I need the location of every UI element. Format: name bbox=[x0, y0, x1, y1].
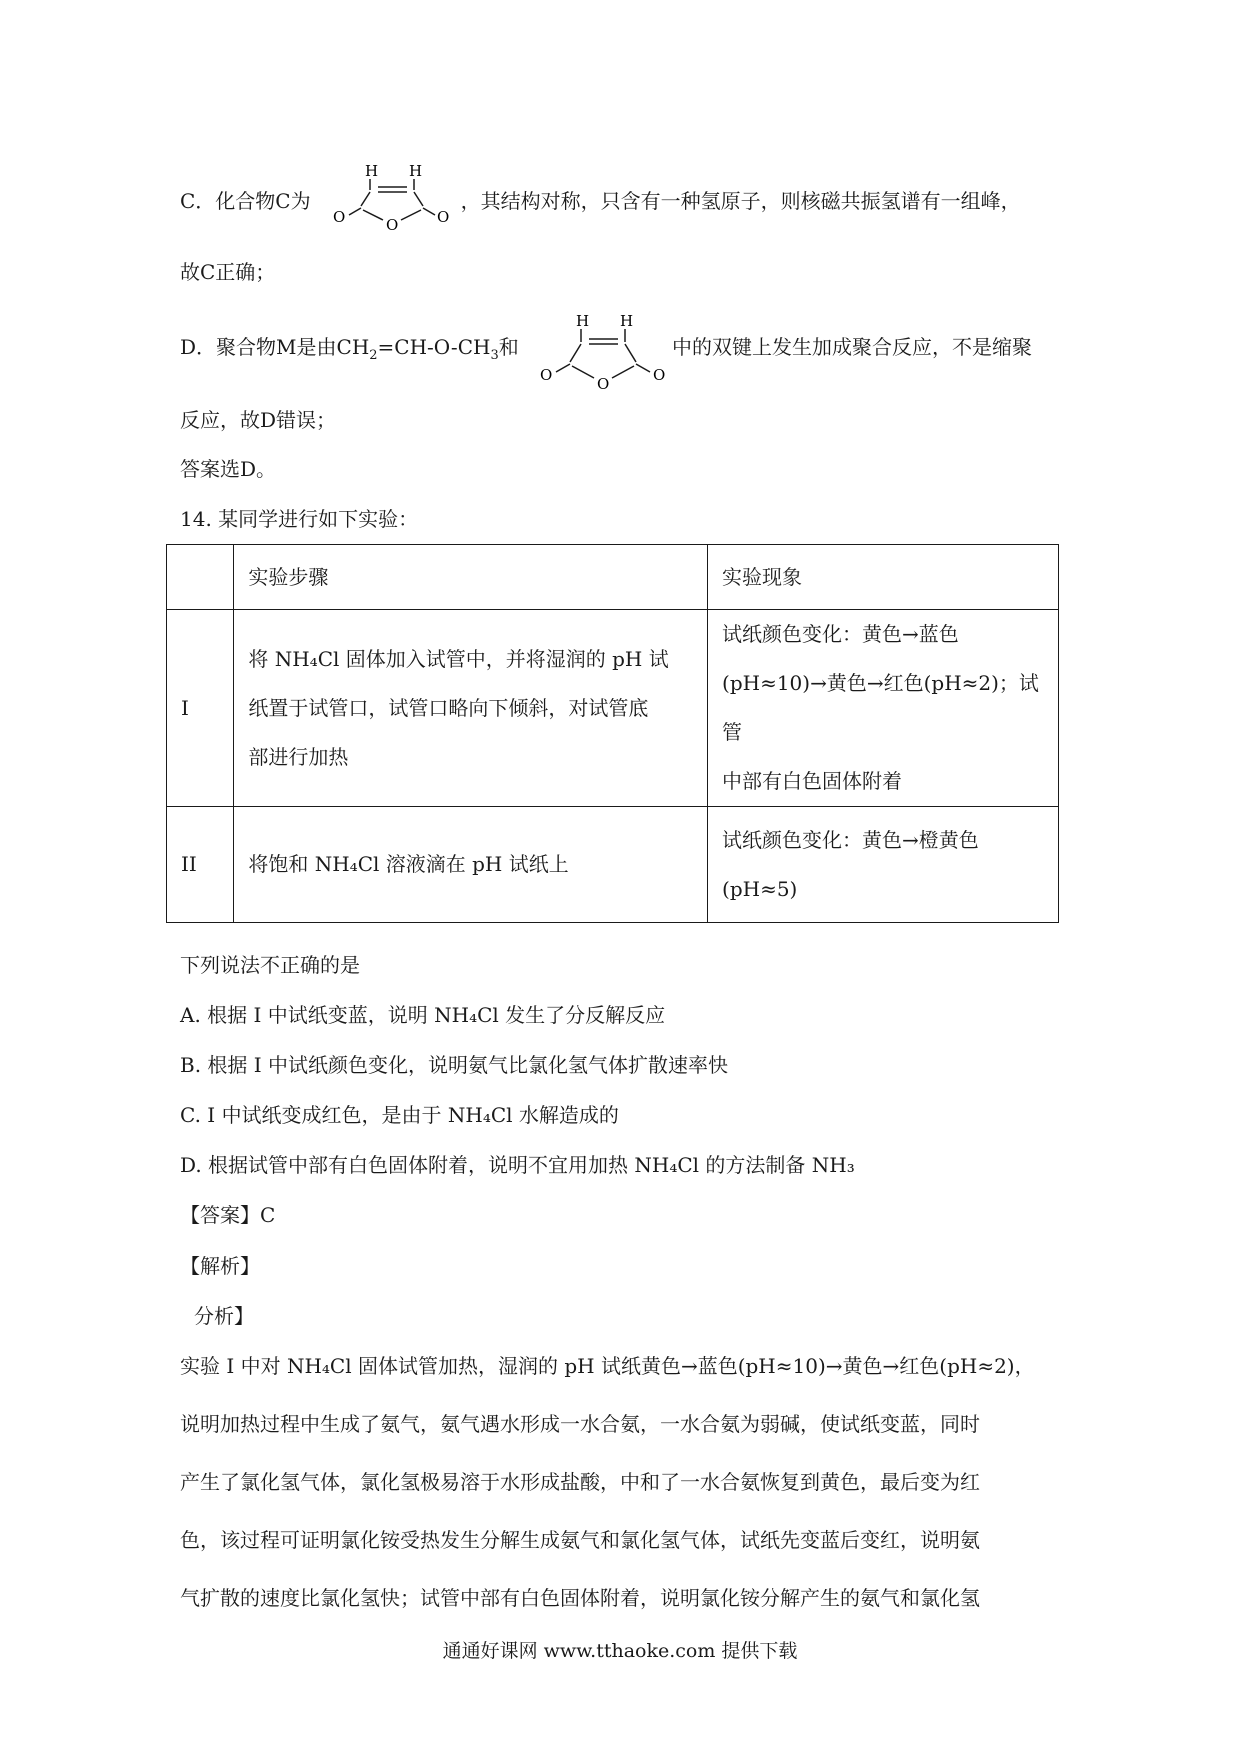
atom-h-left: H bbox=[365, 162, 379, 180]
row-ii-observations bbox=[708, 807, 1059, 923]
step-line: 将 NH₄Cl 固体加入试管中，并将湿润的 pH 试 bbox=[248, 646, 669, 671]
atom-h-right: H bbox=[620, 312, 634, 330]
option-b: B. 根据 I 中试纸颜色变化，说明氨气比氯化氢气体扩散速率快 bbox=[180, 1053, 729, 1077]
obs-line: 试纸颜色变化：黄色→橙黄色 bbox=[722, 827, 979, 852]
step-line: 部进行加热 bbox=[248, 744, 349, 769]
formula-c: =CH-O-CH bbox=[377, 335, 491, 359]
maleic-anhydride-structure-c bbox=[325, 160, 475, 232]
and-word: 和 bbox=[498, 335, 519, 359]
answer-choice: 答案选D。 bbox=[180, 457, 277, 481]
option-d-conclusion: 反应，故D错误； bbox=[180, 408, 337, 432]
atom-o-right: O bbox=[653, 366, 666, 384]
option-d-prefix: D．聚合物M是由 bbox=[180, 335, 337, 359]
option-c-explanation bbox=[180, 187, 1021, 215]
row-i-steps bbox=[234, 610, 708, 807]
formula-sub-3: 3 bbox=[490, 348, 499, 363]
analysis-line: 产生了氯化氢气体，氯化氢极易溶于水形成盐酸，中和了一水合氨恢复到黄色，最后变为红 bbox=[180, 1470, 980, 1494]
atom-h-left: H bbox=[576, 312, 590, 330]
analysis-title: 【解析】 bbox=[180, 1254, 260, 1278]
obs-line: (pH≈5) bbox=[722, 876, 798, 901]
atom-o-right: O bbox=[437, 208, 450, 226]
option-c-conclusion: 故C正确； bbox=[180, 260, 276, 284]
atom-o-left: O bbox=[333, 208, 346, 226]
analysis-line: 气扩散的速度比氯化氢快；试管中部有白色固体附着，说明氯化铵分解产生的氨气和氯化氢 bbox=[180, 1586, 980, 1610]
step-line: 将饱和 NH₄Cl 溶液滴在 pH 试纸上 bbox=[248, 852, 569, 876]
option-a: A. 根据 I 中试纸变蓝，说明 NH₄Cl 发生了分反解反应 bbox=[180, 1003, 666, 1027]
maleic-anhydride-structure-d bbox=[532, 310, 682, 392]
option-c-prefix: C．化合物C为 bbox=[180, 189, 311, 213]
analysis-line: 实验 I 中对 NH₄Cl 固体试管加热，湿润的 pH 试纸黄色→蓝色(pH≈10)→黄色→红色(pH≈2)， bbox=[180, 1354, 1035, 1378]
row-ii-steps bbox=[234, 807, 708, 923]
option-d-suffix: 中的双键上发生加成聚合反应，不是缩聚 bbox=[672, 335, 1032, 359]
obs-line: (pH≈10)→黄色→红色(pH≈2)；试管 bbox=[722, 671, 1039, 744]
header-cell-blank bbox=[167, 545, 234, 610]
row-id-i: I bbox=[167, 610, 234, 807]
obs-line: 试纸颜色变化：黄色→蓝色 bbox=[722, 622, 959, 646]
answer-label: 【答案】C bbox=[180, 1203, 276, 1227]
atom-o-ring: O bbox=[597, 375, 610, 392]
step-line: 纸置于试管口，试管口略向下倾斜，对试管底 bbox=[248, 695, 649, 720]
question-14-title: 14. 某同学进行如下实验： bbox=[180, 507, 419, 531]
question-stem: 下列说法不正确的是 bbox=[180, 953, 360, 977]
analysis-subtitle: 分析】 bbox=[194, 1304, 254, 1328]
row-i-observations bbox=[708, 610, 1059, 807]
formula-sub-2: 2 bbox=[369, 348, 378, 363]
option-c-suffix: ，其结构对称，只含有一种氢原子，则核磁共振氢谱有一组峰， bbox=[460, 189, 1021, 213]
option-d: D. 根据试管中部有白色固体附着，说明不宜用加热 NH₄Cl 的方法制备 NH₃ bbox=[180, 1153, 855, 1177]
atom-o-ring: O bbox=[386, 216, 399, 232]
row-id-ii: II bbox=[167, 807, 234, 923]
table-header-row bbox=[167, 545, 1059, 610]
option-c: C. I 中试纸变成红色，是由于 NH₄Cl 水解造成的 bbox=[180, 1103, 619, 1127]
experiment-table bbox=[166, 544, 1059, 923]
option-d-explanation bbox=[180, 333, 519, 361]
table-row bbox=[167, 807, 1059, 923]
analysis-line: 说明加热过程中生成了氨气，氨气遇水形成一水合氨，一水合氨为弱碱，使试纸变蓝，同时 bbox=[180, 1412, 980, 1436]
header-cell-observations: 实验现象 bbox=[708, 545, 1059, 610]
atom-h-right: H bbox=[409, 162, 423, 180]
atom-o-left: O bbox=[540, 366, 553, 384]
analysis-line: 色，该过程可证明氯化铵受热发生分解生成氨气和氯化氢气体，试纸先变蓝后变红，说明氨 bbox=[180, 1528, 980, 1552]
table-row bbox=[167, 610, 1059, 807]
formula-a: CH bbox=[336, 335, 370, 359]
page-footer: 通通好课网 www.tthaoke.com 提供下载 bbox=[442, 1640, 798, 1662]
header-cell-steps: 实验步骤 bbox=[234, 545, 708, 610]
obs-line: 中部有白色固体附着 bbox=[722, 769, 903, 793]
